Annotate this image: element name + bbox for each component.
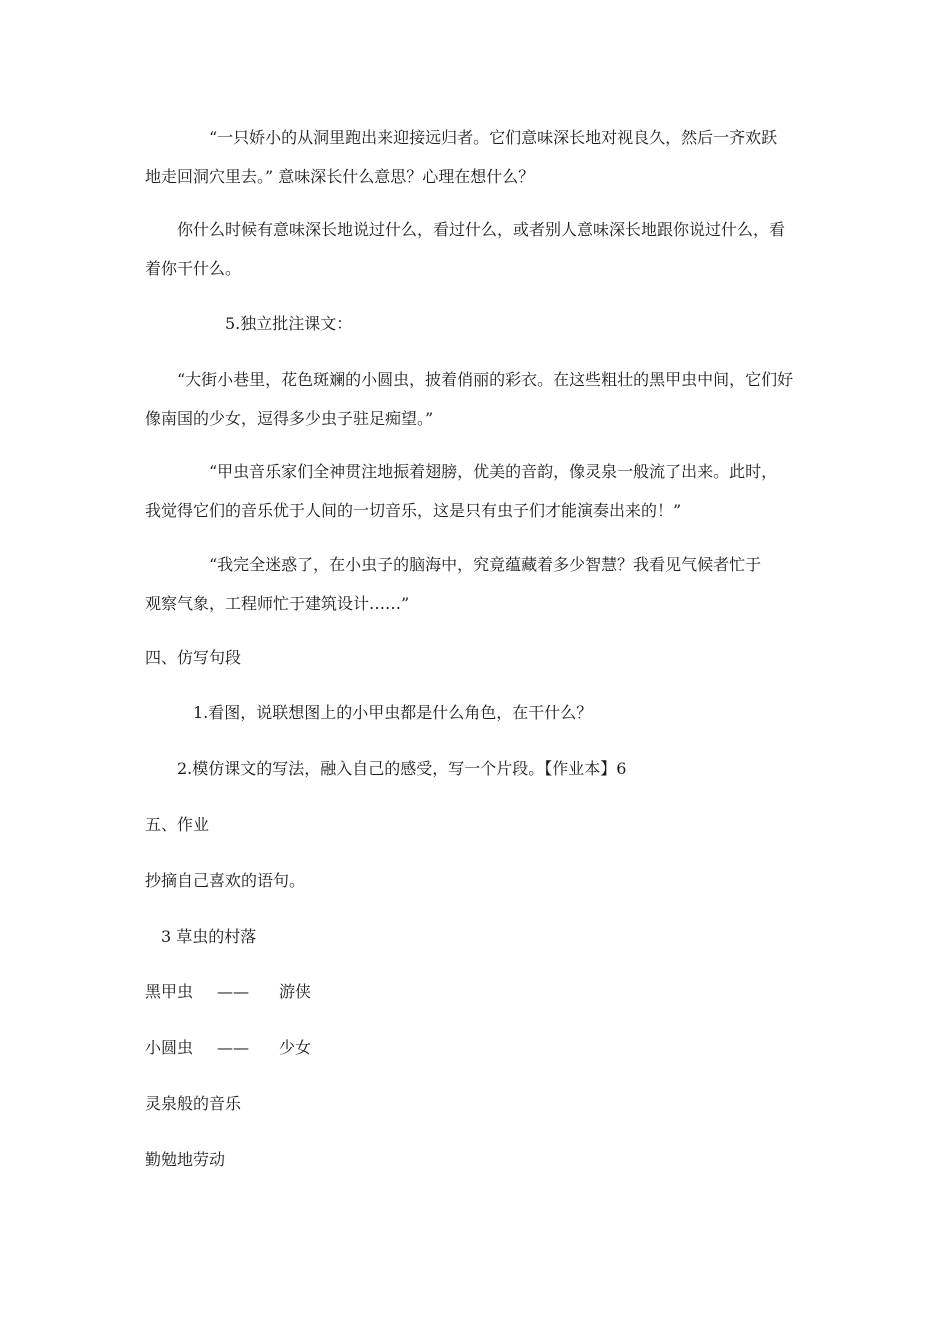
text-line: 勤勉地劳动 [145, 1150, 226, 1169]
text-line: “甲虫音乐家们全神贯注地振着翅膀，优美的音韵，像灵泉一般流了出来。此时， [209, 462, 778, 481]
section-heading-4 [145, 638, 810, 677]
board-row-dash: —— [217, 1038, 249, 1057]
paragraph-step-5 [145, 304, 810, 343]
paragraph-task-2 [145, 749, 810, 788]
paragraph-quote-4 [145, 545, 810, 623]
paragraph-quote-3 [145, 452, 810, 530]
text-line: “一只娇小的从洞里跑出来迎接远归者。它们意味深长地对视良久，然后一齐欢跃 [209, 128, 778, 147]
section-heading-5 [145, 805, 810, 844]
text-line: 1.看图，说联想图上的小甲虫都是什么角色，在干什么？ [193, 703, 593, 722]
board-row-dash: —— [217, 982, 249, 1001]
text-line: 地走回洞穴里去。” 意味深长什么意思？心理在想什么？ [145, 167, 535, 186]
board-title [145, 917, 810, 956]
board-row-left: 小圆虫 [145, 1038, 194, 1057]
paragraph-task-1 [145, 693, 810, 732]
text-line: 灵泉般的音乐 [145, 1094, 242, 1113]
text-line: 抄摘自己喜欢的语句。 [145, 871, 306, 890]
text-line: 像南国的少女，逗得多少虫子驻足痴望。” [145, 409, 434, 428]
heading-text: 五、作业 [145, 815, 210, 834]
paragraph-quote-2 [145, 360, 810, 438]
text-line: 2.模仿课文的写法，融入自己的感受，写一个片段。【作业本】6 [177, 759, 627, 778]
text-line: 3 草虫的村落 [161, 927, 257, 946]
text-line: 着你干什么。 [145, 259, 242, 278]
text-line: 观察气象，工程师忙于建筑设计……” [145, 594, 410, 613]
board-row-right: 游侠 [279, 982, 312, 1001]
board-line-music [145, 1092, 241, 1116]
paragraph-question [145, 210, 810, 288]
board-row-right: 少女 [279, 1038, 312, 1057]
heading-text: 四、仿写句段 [145, 648, 242, 667]
text-line: “我完全迷惑了，在小虫子的脑海中，究竟蕴藏着多少智慧？我看见气候者忙于 [209, 555, 762, 574]
paragraph-homework [145, 861, 810, 900]
text-line: 我觉得它们的音乐优于人间的一切音乐，这是只有虫子们才能演奏出来的！” [145, 501, 682, 520]
board-row-left: 黑甲虫 [145, 982, 194, 1001]
text-line: “大街小巷里，花色斑斓的小圆虫，披着俏丽的彩衣。在这些粗壮的黑甲虫中间，它们好 [177, 370, 794, 389]
text-line: 你什么时候有意味深长地说过什么，看过什么，或者别人意味深长地跟你说过什么，看 [177, 220, 786, 239]
text-line: 5.独立批注课文： [225, 314, 353, 333]
board-row [145, 1036, 311, 1060]
board-line-labor [145, 1148, 225, 1172]
board-row [145, 980, 311, 1004]
paragraph-quote-1 [145, 118, 810, 196]
